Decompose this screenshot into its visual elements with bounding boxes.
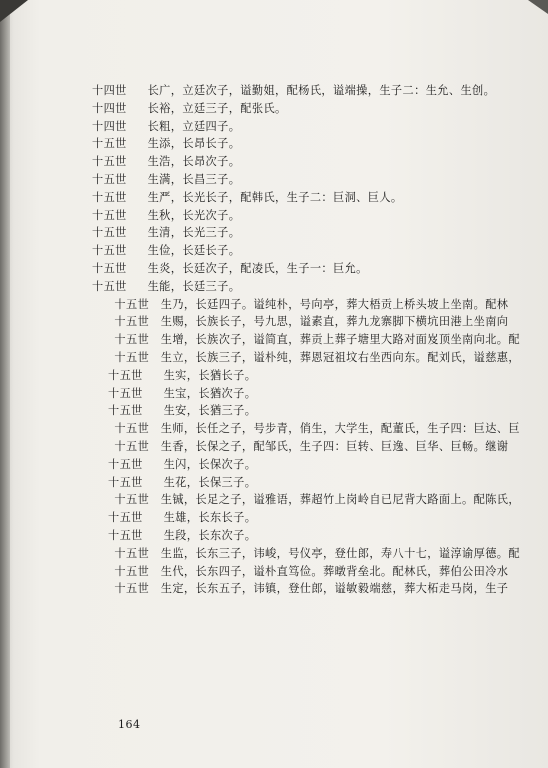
genealogy-entry (92, 349, 524, 367)
entry-text: 生监，长东三子，讳峻，号仪亭，登仕郎，寿八十七，谥淳谕厚德。配 (160, 546, 520, 560)
genealogy-entry (92, 171, 524, 189)
entry-text: 生浩，长昂次子。 (147, 155, 241, 169)
genealogy-entry (92, 135, 524, 153)
entry-text: 生乃，长廷四子。谥纯朴，号向亭，葬大梧贡上桥头坡上坐南。配林 (160, 297, 509, 311)
genealogy-entry (92, 527, 524, 545)
genealogy-entry (92, 402, 524, 420)
generation-label: 十五世 (108, 475, 143, 489)
entry-text: 长粗，立廷四子。 (147, 119, 241, 133)
generation-label: 十五世 (108, 368, 143, 382)
entry-text: 生铖，长足之子，谥雅语，葬超竹上岗岭自已尼背大路面上。配陈氏， (160, 493, 520, 507)
genealogy-entry (92, 82, 524, 100)
entry-text: 长广，立廷次子，谥勤姐，配杨氏，谥端操，生子二：生允、生创。 (147, 84, 496, 97)
entry-text: 生赐，长族长子，号九思，谥素直，葬九龙寨脚下横坑田港上坐南向 (160, 315, 509, 329)
genealogy-entry (92, 491, 524, 509)
genealogy-entry (92, 474, 524, 492)
generation-label: 十五世 (108, 386, 143, 400)
entry-text: 生清，长光三子。 (147, 226, 241, 240)
genealogy-entry (92, 189, 524, 207)
genealogy-entry (92, 153, 524, 171)
generation-label: 十五世 (114, 439, 150, 453)
entry-text: 生花，长保三子。 (163, 475, 257, 489)
page-number: 164 (118, 718, 141, 731)
entry-text: 生段，长东次子。 (163, 528, 257, 542)
entry-text: 生代，长东四子，谥朴直笃俭。葬暾背垒北。配林氏，葬伯公田冷水 (160, 564, 509, 578)
binding-edge (0, 0, 10, 768)
genealogy-entry (92, 278, 524, 296)
entry-text: 生雄，长东长子。 (163, 511, 257, 525)
entry-text: 生实，长猶长子。 (163, 368, 257, 382)
genealogy-entry (92, 100, 524, 118)
generation-label: 十五世 (114, 333, 150, 347)
generation-label: 十四世 (92, 119, 127, 133)
entry-text: 生能，长廷三子。 (147, 279, 241, 293)
genealogy-entry (92, 313, 524, 331)
generation-label: 十五世 (92, 244, 127, 258)
generation-label: 十五世 (92, 155, 127, 169)
entry-text: 生师，长任之子，号步青，俏生，大学生，配董氏，生子四：巨达、巨 (160, 422, 520, 436)
entry-text: 生秋，长光次子。 (147, 208, 241, 222)
entry-text: 生定，长东五子，讳镇，登仕郎，谥敏毅端慈，葬大柘走马岗，生子 (160, 582, 509, 596)
generation-label: 十五世 (92, 261, 127, 275)
genealogy-entry (92, 456, 524, 474)
generation-label: 十五世 (114, 422, 150, 436)
genealogy-entry (92, 296, 524, 314)
genealogy-entry (92, 260, 524, 278)
genealogy-entry (92, 580, 524, 598)
entry-text: 长裕，立廷三子，配张氏。 (147, 101, 287, 115)
generation-label: 十五世 (108, 457, 143, 471)
generation-label: 十五世 (114, 297, 150, 311)
generation-label: 十五世 (92, 137, 127, 151)
genealogy-entry (92, 509, 524, 527)
entry-text: 生增，长族次子，谥简直，葬贡上葬子塘里大路对面岌顶坐南向北。配 (160, 333, 520, 347)
genealogy-entry (92, 367, 524, 385)
generation-label: 十五世 (108, 511, 143, 525)
generation-label: 十五世 (108, 404, 143, 418)
genealogy-entry (92, 331, 524, 349)
entry-text: 生闪，长保次子。 (163, 457, 257, 471)
genealogy-text (92, 82, 524, 598)
generation-label: 十四世 (92, 84, 127, 97)
genealogy-entry (92, 118, 524, 136)
generation-label: 十五世 (92, 172, 127, 186)
genealogy-entry (92, 545, 524, 563)
entry-text: 生俭，长廷长子。 (147, 244, 241, 258)
generation-label: 十五世 (92, 226, 127, 240)
entry-text: 生立，长族三子，谥朴纯，葬恩冠祖坟右坐西向东。配刘氏，谥慈惠， (160, 350, 520, 364)
entry-text: 生添，长昂长子。 (147, 137, 241, 151)
generation-label: 十五世 (114, 350, 150, 364)
entry-text: 生严，长光长子，配韩氏，生子二：巨洞、巨人。 (147, 190, 403, 204)
generation-label: 十五世 (114, 582, 150, 596)
entry-text: 生香，长保之子，配邹氏，生子四：巨转、巨逸、巨华、巨畅。继谢 (160, 439, 509, 453)
genealogy-entry (92, 207, 524, 225)
generation-label: 十五世 (114, 493, 150, 507)
generation-label: 十五世 (114, 315, 150, 329)
genealogy-entry (92, 224, 524, 242)
genealogy-entry (92, 242, 524, 260)
entry-text: 生炎，长廷次子，配凌氏，生子一：巨允。 (147, 261, 368, 275)
generation-label: 十五世 (114, 564, 150, 578)
page-corner-shadow-right (528, 0, 548, 14)
entry-text: 生安，长猶三子。 (163, 404, 257, 418)
generation-label: 十五世 (92, 208, 127, 222)
genealogy-entry (92, 385, 524, 403)
genealogy-entry (92, 420, 524, 438)
entry-text: 生宝，长猶次子。 (163, 386, 257, 400)
entry-text: 生满，长昌三子。 (147, 172, 241, 186)
generation-label: 十四世 (92, 101, 127, 115)
genealogy-entry (92, 563, 524, 581)
generation-label: 十五世 (108, 528, 143, 542)
generation-label: 十五世 (114, 546, 150, 560)
generation-label: 十五世 (92, 190, 127, 204)
generation-label: 十五世 (92, 279, 127, 293)
genealogy-entry (92, 438, 524, 456)
